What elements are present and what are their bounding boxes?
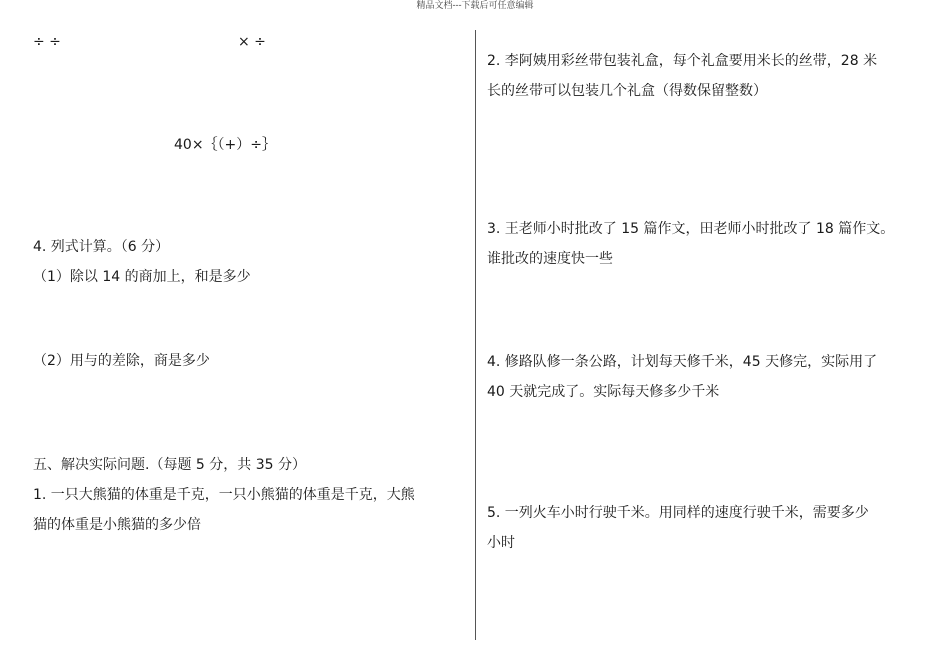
- section-4-question-1: （1）除以 14 的商加上，和是多少: [33, 269, 251, 285]
- question-2-line-2: 长的丝带可以包装几个礼盒（得数保留整数）: [487, 83, 767, 99]
- section-5-question-1-line-1: 1. 一只大熊猫的体重是千克，一只小熊猫的体重是千克，大熊: [33, 487, 415, 503]
- question-3-line-1: 3. 王老师小时批改了 15 篇作文，田老师小时批改了 18 篇作文。: [487, 221, 895, 237]
- expression-left-b: × ÷: [238, 34, 266, 50]
- question-2-line-1: 2. 李阿姨用彩丝带包装礼盒，每个礼盒要用米长的丝带，28 米: [487, 53, 878, 69]
- page-header: 精品文档---下载后可任意编辑: [416, 1, 534, 11]
- section-5-question-1-line-2: 猫的体重是小熊猫的多少倍: [33, 517, 201, 533]
- question-5-line-1: 5. 一列火车小时行驶千米。用同样的速度行驶千米，需要多少: [487, 505, 869, 521]
- column-divider: [475, 30, 476, 640]
- question-5-line-2: 小时: [487, 535, 515, 551]
- question-3-line-2: 谁批改的速度快一些: [487, 251, 613, 267]
- expression-left-a: ÷ ÷: [33, 34, 61, 50]
- question-4-line-2: 40 天就完成了。实际每天修多少千米: [487, 384, 720, 400]
- expression-center: 40×｛（+）÷｝: [174, 137, 277, 153]
- section-4-question-2: （2）用与的差除，商是多少: [33, 353, 210, 369]
- section-4-title: 4. 列式计算。（6 分）: [33, 239, 170, 255]
- question-4-line-1: 4. 修路队修一条公路，计划每天修千米，45 天修完，实际用了: [487, 354, 878, 370]
- section-5-title: 五、解决实际问题.（每题 5 分，共 35 分）: [33, 457, 306, 473]
